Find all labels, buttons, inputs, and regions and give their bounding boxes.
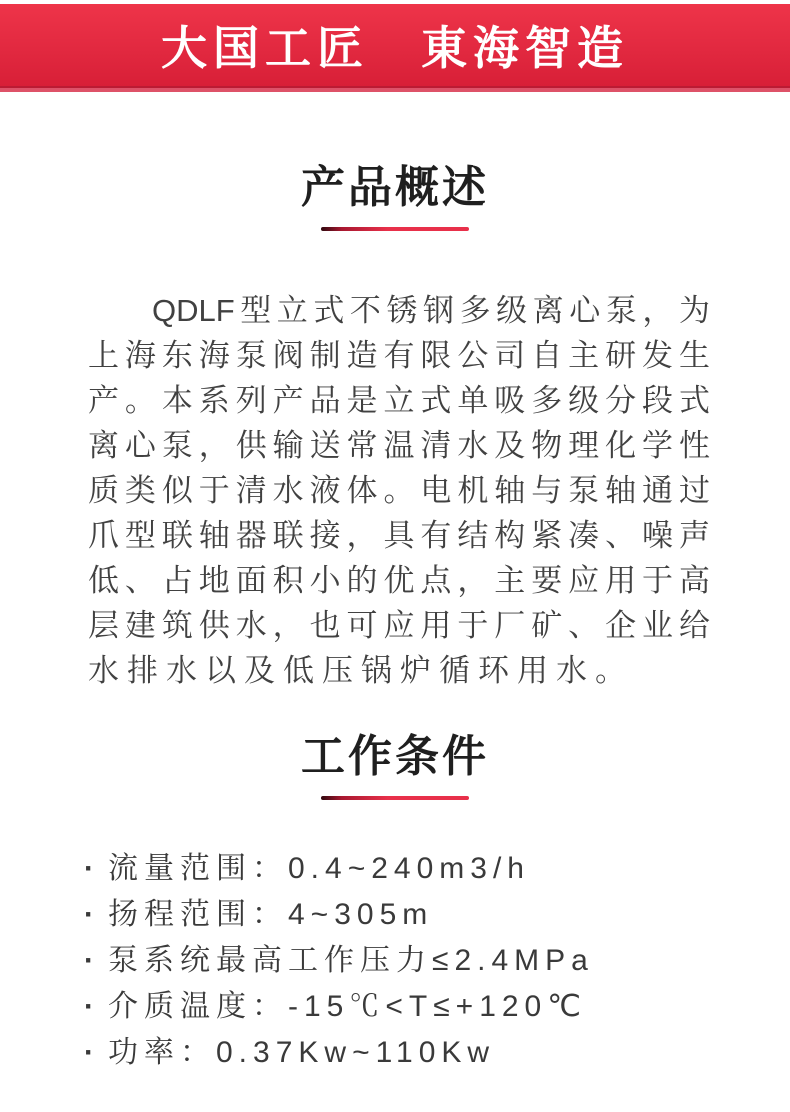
paragraph-line: 爪型联轴器联接，具有结构紧凑、噪声 (88, 518, 710, 553)
section-conditions (0, 731, 790, 1076)
overview-paragraph (88, 288, 710, 693)
conditions-section-title: 工作条件 (301, 732, 489, 781)
overview-title-underline (321, 227, 469, 231)
bullet-icon: · (84, 898, 94, 931)
section-overview (0, 162, 790, 693)
list-item (84, 846, 750, 892)
bullet-icon: · (84, 852, 94, 885)
conditions-title-underline (321, 796, 469, 800)
list-item (84, 938, 750, 984)
overview-section-title: 产品概述 (301, 163, 489, 212)
paragraph-line: 产。本系列产品是立式单吸多级分段式 (88, 383, 710, 418)
conditions-list (84, 846, 750, 1076)
paragraph-line: 离心泵，供输送常温清水及物理化学性 (88, 428, 710, 463)
banner-bottom-strip (0, 88, 790, 92)
list-item-text: 流量范围：0.4~240m3/h (108, 852, 530, 885)
list-item-text: 介质温度：-15℃<T≤+120℃ (108, 990, 587, 1023)
paragraph-line: QDLF型立式不锈钢多级离心泵，为 (152, 293, 710, 328)
list-item-text: 泵系统最高工作压力≤2.4MPa (108, 944, 594, 977)
list-item (84, 892, 750, 938)
list-item (84, 984, 750, 1030)
paragraph-line: 层建筑供水，也可应用于厂矿、企业给 (88, 608, 710, 643)
list-item-text: 扬程范围：4~305m (108, 898, 434, 931)
list-item-text: 功率：0.37Kw~110Kw (108, 1036, 496, 1069)
banner-title: 大国工匠 東海智造 (161, 22, 629, 74)
paragraph-line: 低、占地面积小的优点，主要应用于高 (88, 563, 710, 598)
paragraph-line: 上海东海泵阀制造有限公司自主研发生 (88, 338, 710, 373)
header-banner (0, 4, 790, 88)
bullet-icon: · (84, 1036, 94, 1069)
paragraph-line: 水排水以及低压锅炉循环用水。 (88, 653, 634, 688)
paragraph-line: 质类似于清水液体。电机轴与泵轴通过 (88, 473, 710, 508)
bullet-icon: · (84, 944, 94, 977)
list-item (84, 1030, 750, 1076)
bullet-icon: · (84, 990, 94, 1023)
